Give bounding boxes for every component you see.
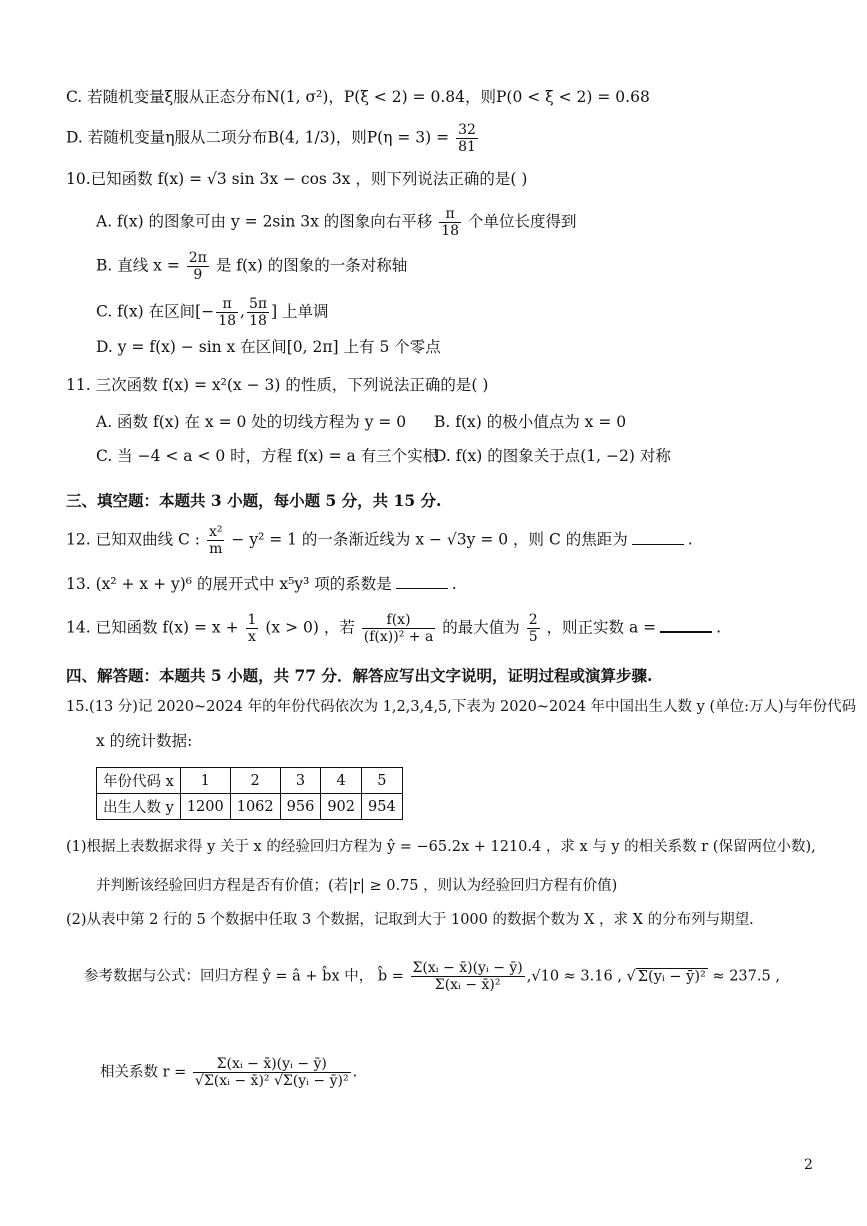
table-cell: 954 [362, 794, 403, 820]
table-row-births [97, 794, 403, 820]
r-label: 相关系数 r = [100, 1064, 187, 1081]
q15-part-1-line-2: 并判断该经验回归方程是否有价值；(若|r| ≥ 0.75 ，则认为经验回归方程有价值) [96, 878, 618, 894]
table-cell: 1200 [180, 794, 230, 820]
section-3-title: 三、填空题：本题共 3 小题，每小题 5 分，共 15 分. [66, 491, 442, 510]
q9-d-mid: ，则P(η = 3) = [335, 128, 450, 147]
q14-fraction-1: $\frac{1}{x}$ [247, 612, 257, 646]
q15-stem-line-2: x 的统计数据: [96, 732, 193, 750]
q15-reference: 参考数据与公式：回归方程 ŷ = â + b̂x 中， b̂ = $\frac{\text{Σ(xᵢ − x̄)(yᵢ − ȳ)}}{\text{Σ(xᵢ − x̄)²}}$ ,√10 ≈ 3.16 , √ Σ(yᵢ − ȳ)² ≈ 237.5 , [84, 960, 780, 994]
q15-stem-line-1: 15.(13 分)记 2020~2024 年的年份代码依次为 1,2,3,4,5,下表为 2020~2024 年中国出生人数 y (单位:万人)与年份代码 [66, 699, 857, 715]
page-number: 2 [804, 1157, 813, 1173]
q12-fraction: $\frac{\text{x²}}{m}$ [208, 524, 223, 558]
q9-d-fraction: $\frac{32}{81}$ [458, 122, 476, 156]
q10-b-fraction: $\frac{2\pi}{9}$ [188, 250, 207, 284]
q9-d-text: D. 若随机变量η服从二项分布B [66, 128, 279, 147]
table-cell: 956 [280, 794, 321, 820]
table-cell: 3 [280, 768, 321, 794]
reference-intro: 参考数据与公式：回归方程 ŷ = â + b̂x 中， [84, 968, 374, 985]
q11-option-d: D. f(x) 的图象关于点(1, −2) 对称 [434, 447, 671, 465]
q10-stem: 10.已知函数 f(x) = √3 sin 3x − cos 3x ，则下列说法正确的是( ) [66, 170, 528, 188]
table-cell: 1062 [230, 794, 280, 820]
q10-option-d: D. y = f(x) − sin x 在区间[0, 2π] 上有 5 个零点 [96, 338, 441, 356]
q14: 14. 已知函数 f(x) = x + $\frac{1}{x}$ (x > 0) ，若 $\frac{f(x)}{\text{(f(x))² + a}}$ 的最大值为 $\frac{2}{5}$ ，则正实数 a = . [66, 612, 722, 646]
q10-option-a: A. f(x) 的图象可由 y = 2sin 3x 的图象向右平移 $\frac{\pi}{18}$ 个单位长度得到 [96, 206, 577, 240]
q15-part-2: (2)从表中第 2 行的 5 个数据中任取 3 个数据，记取到大于 1000 的数据个数为 X ，求 X 的分布列与期望. [66, 912, 754, 928]
table-row-year-code [97, 768, 403, 794]
q11-option-b: B. f(x) 的极小值点为 x = 0 [434, 413, 627, 431]
q11-option-a: A. 函数 f(x) 在 x = 0 处的切线方程为 y = 0 [96, 413, 407, 431]
q9-option-d [66, 122, 480, 155]
b-hat-formula: $\frac{\text{Σ(xᵢ − x̄)(yᵢ − ȳ)}}{\text{Σ(xᵢ − x̄)²}}$ [412, 960, 523, 994]
sqrt10-value: ,√10 ≈ 3.16 , [526, 968, 622, 985]
q11-option-c: C. 当 −4 < a < 0 时，方程 f(x) = a 有三个实根 [96, 447, 439, 465]
sqrt-sum-formula: Σ(yᵢ − ȳ)² [637, 968, 706, 985]
q12: 12. 已知双曲线 C : $\frac{\text{x²}}{m}$ − y² = 1 的一条渐近线为 x − √3y = 0 ，则 C 的焦距为 . [66, 524, 693, 558]
sqrt-sum-value: ≈ 237.5 , [712, 968, 780, 985]
q10-c-fraction-2: $\frac{5\pi}{18}$ [248, 296, 268, 330]
q14-answer-blank [660, 617, 712, 633]
table-cell: 2 [230, 768, 280, 794]
q10-a-fraction: $\frac{\pi}{18}$ [441, 206, 460, 240]
table-header-births: 出生人数 y [97, 794, 181, 820]
q10-option-c: C. f(x) 在区间[− $\frac{\pi}{18}$ , $\frac{5\pi}{18}$ ] 上单调 [96, 296, 329, 330]
table-cell: 1 [180, 768, 230, 794]
q9-d-dist: (4, 1/3) [278, 128, 336, 147]
q15-correlation-formula: 相关系数 r = $\frac{\text{Σ(xᵢ − x̄)(yᵢ − ȳ)}}{\text{√Σ(xᵢ − x̄)² √Σ(yᵢ − ȳ)²}}$ . [100, 1056, 358, 1090]
table-cell: 4 [321, 768, 362, 794]
r-formula: $\frac{\text{Σ(xᵢ − x̄)(yᵢ − ȳ)}}{\text{√Σ(xᵢ − x̄)² √Σ(yᵢ − ȳ)²}}$ [194, 1056, 349, 1090]
table-cell: 5 [362, 768, 403, 794]
q14-fraction-2: $\frac{f(x)}{\text{(f(x))² + a}}$ [363, 612, 434, 646]
q12-answer-blank [632, 530, 684, 545]
q15-part-1-line-1: (1)根据上表数据求得 y 关于 x 的经验回归方程为 ŷ = −65.2x + 1210.4 ，求 x 与 y 的相关系数 r (保留两位小数), [66, 839, 816, 855]
b-hat-label: b̂ = [377, 968, 404, 985]
table-header-year-code: 年份代码 x [97, 768, 181, 794]
q14-fraction-3: $\frac{2}{5}$ [528, 612, 538, 646]
q9-option-c: C. 若随机变量ξ服从正态分布N(1, σ²)，P(ξ < 2) = 0.84，则P(0 < ξ < 2) = 0.68 [66, 88, 650, 106]
q10-option-b: B. 直线 x = $\frac{2\pi}{9}$ 是 f(x) 的图象的一条对称轴 [96, 250, 408, 284]
table-cell: 902 [321, 794, 362, 820]
q13: 13. (x² + x + y)⁶ 的展开式中 x⁵y³ 项的系数是 . [66, 575, 457, 593]
q10-c-fraction-1: $\frac{\pi}{18}$ [218, 296, 237, 330]
section-4-title: 四、解答题：本题共 5 小题，共 77 分．解答应写出文字说明，证明过程或演算步骤. [66, 666, 653, 685]
q15-data-table [96, 767, 403, 820]
q11-stem: 11. 三次函数 f(x) = x²(x − 3) 的性质，下列说法正确的是( ) [66, 376, 489, 394]
q13-answer-blank [396, 574, 448, 589]
